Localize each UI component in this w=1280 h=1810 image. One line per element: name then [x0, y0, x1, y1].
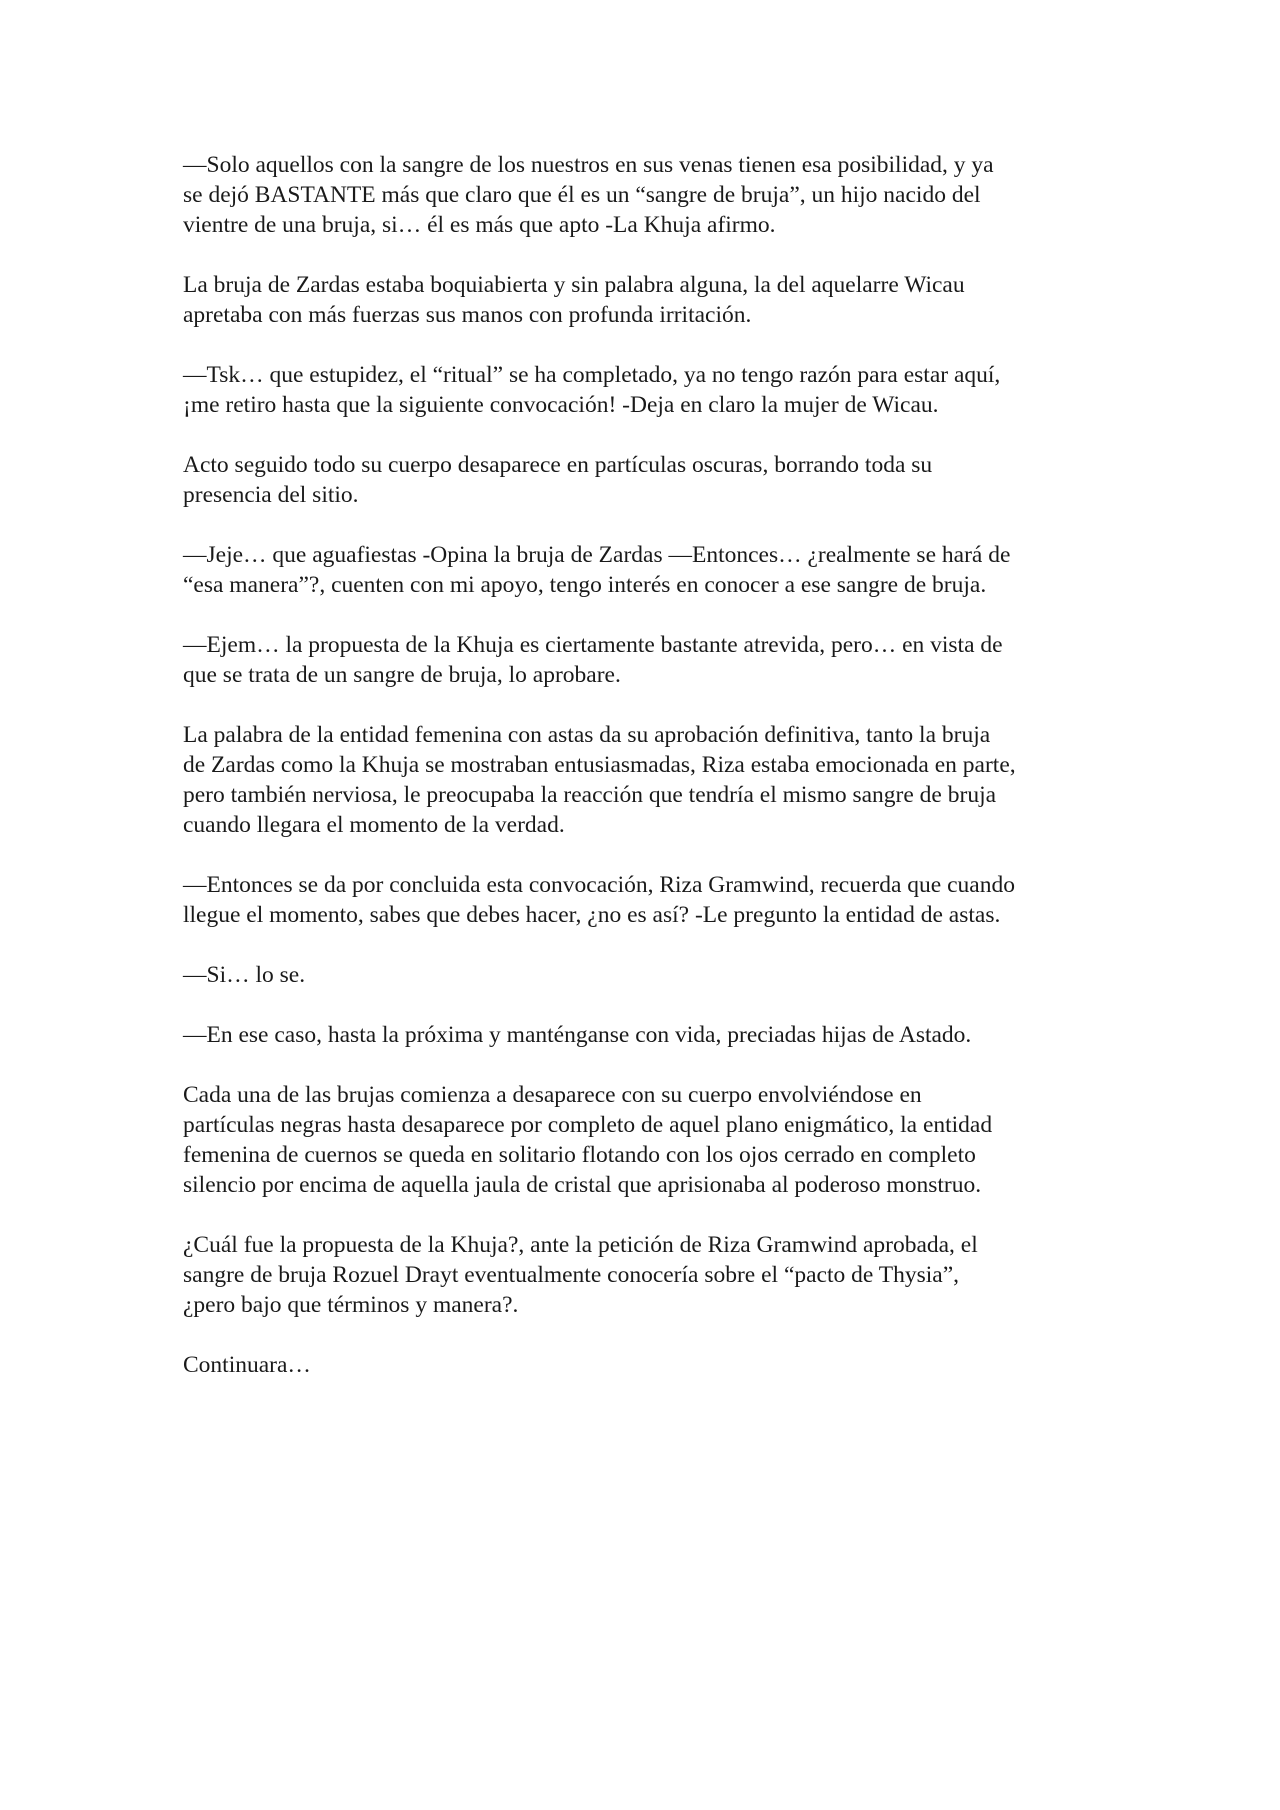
- paragraph: [183, 450, 1098, 510]
- text-line: Continuara…: [183, 1352, 311, 1378]
- paragraph: [183, 720, 1098, 840]
- text-line: Cada una de las brujas comienza a desaparece con su cuerpo envolviéndose en: [183, 1082, 922, 1108]
- paragraph: [183, 150, 1098, 240]
- text-line: ¡me retiro hasta que la siguiente convocación! -Deja en claro la mujer de Wicau.: [183, 392, 939, 418]
- text-line: —Solo aquellos con la sangre de los nuestros en sus venas tienen esa posibilidad, y ya: [183, 152, 994, 178]
- paragraph: [183, 1230, 1098, 1320]
- paragraph: [183, 1080, 1098, 1200]
- text-line: —Entonces se da por concluida esta convocación, Riza Gramwind, recuerda que cuando: [183, 872, 1015, 898]
- text-line: llegue el momento, sabes que debes hacer, ¿no es así? -Le pregunto la entidad de astas.: [183, 902, 1001, 928]
- text-line: sangre de bruja Rozuel Drayt eventualmente conocería sobre el “pacto de Thysia”,: [183, 1262, 960, 1288]
- paragraph: [183, 960, 1098, 990]
- text-line: de Zardas como la Khuja se mostraban entusiasmadas, Riza estaba emocionada en parte,: [183, 752, 1016, 778]
- text-line: partículas negras hasta desaparece por completo de aquel plano enigmático, la entidad: [183, 1112, 993, 1138]
- text-line: cuando llegara el momento de la verdad.: [183, 812, 565, 838]
- paragraph: [183, 870, 1098, 930]
- text-line: —Ejem… la propuesta de la Khuja es ciertamente bastante atrevida, pero… en vista de: [183, 632, 1003, 658]
- text-line: “esa manera”?, cuenten con mi apoyo, tengo interés en conocer a ese sangre de bruja.: [183, 572, 987, 598]
- paragraph: [183, 630, 1098, 690]
- paragraph: [183, 540, 1098, 600]
- text-line: silencio por encima de aquella jaula de cristal que aprisionaba al poderoso monstruo.: [183, 1172, 982, 1198]
- text-line: que se trata de un sangre de bruja, lo aprobare.: [183, 662, 621, 688]
- text-line: —Si… lo se.: [183, 962, 306, 988]
- text-line: pero también nerviosa, le preocupaba la reacción que tendría el mismo sangre de bruja: [183, 782, 997, 808]
- text-line: La palabra de la entidad femenina con astas da su aprobación definitiva, tanto la bruja: [183, 722, 991, 748]
- text-line: —Jeje… que aguafiestas -Opina la bruja de Zardas —Entonces… ¿realmente se hará de: [183, 542, 1011, 568]
- text-line: apretaba con más fuerzas sus manos con profunda irritación.: [183, 302, 752, 328]
- paragraph: [183, 270, 1098, 330]
- paragraph: [183, 1020, 1098, 1050]
- text-line: se dejó BASTANTE más que claro que él es un “sangre de bruja”, un hijo nacido del: [183, 182, 981, 208]
- text-line: ¿pero bajo que términos y manera?.: [183, 1292, 519, 1318]
- text-line: presencia del sitio.: [183, 482, 359, 508]
- paragraph: [183, 1350, 1098, 1380]
- text-line: Acto seguido todo su cuerpo desaparece en partículas oscuras, borrando toda su: [183, 452, 933, 478]
- text-line: —En ese caso, hasta la próxima y manténganse con vida, preciadas hijas de Astado.: [183, 1022, 972, 1048]
- text-line: ¿Cuál fue la propuesta de la Khuja?, ante la petición de Riza Gramwind aprobada, el: [183, 1232, 978, 1258]
- text-line: —Tsk… que estupidez, el “ritual” se ha completado, ya no tengo razón para estar aquí,: [183, 362, 1001, 388]
- document-body: [183, 150, 1098, 1410]
- text-line: femenina de cuernos se queda en solitario flotando con los ojos cerrado en completo: [183, 1142, 976, 1168]
- text-line: vientre de una bruja, si… él es más que apto -La Khuja afirmo.: [183, 212, 776, 238]
- paragraph: [183, 360, 1098, 420]
- text-line: La bruja de Zardas estaba boquiabierta y sin palabra alguna, la del aquelarre Wicau: [183, 272, 965, 298]
